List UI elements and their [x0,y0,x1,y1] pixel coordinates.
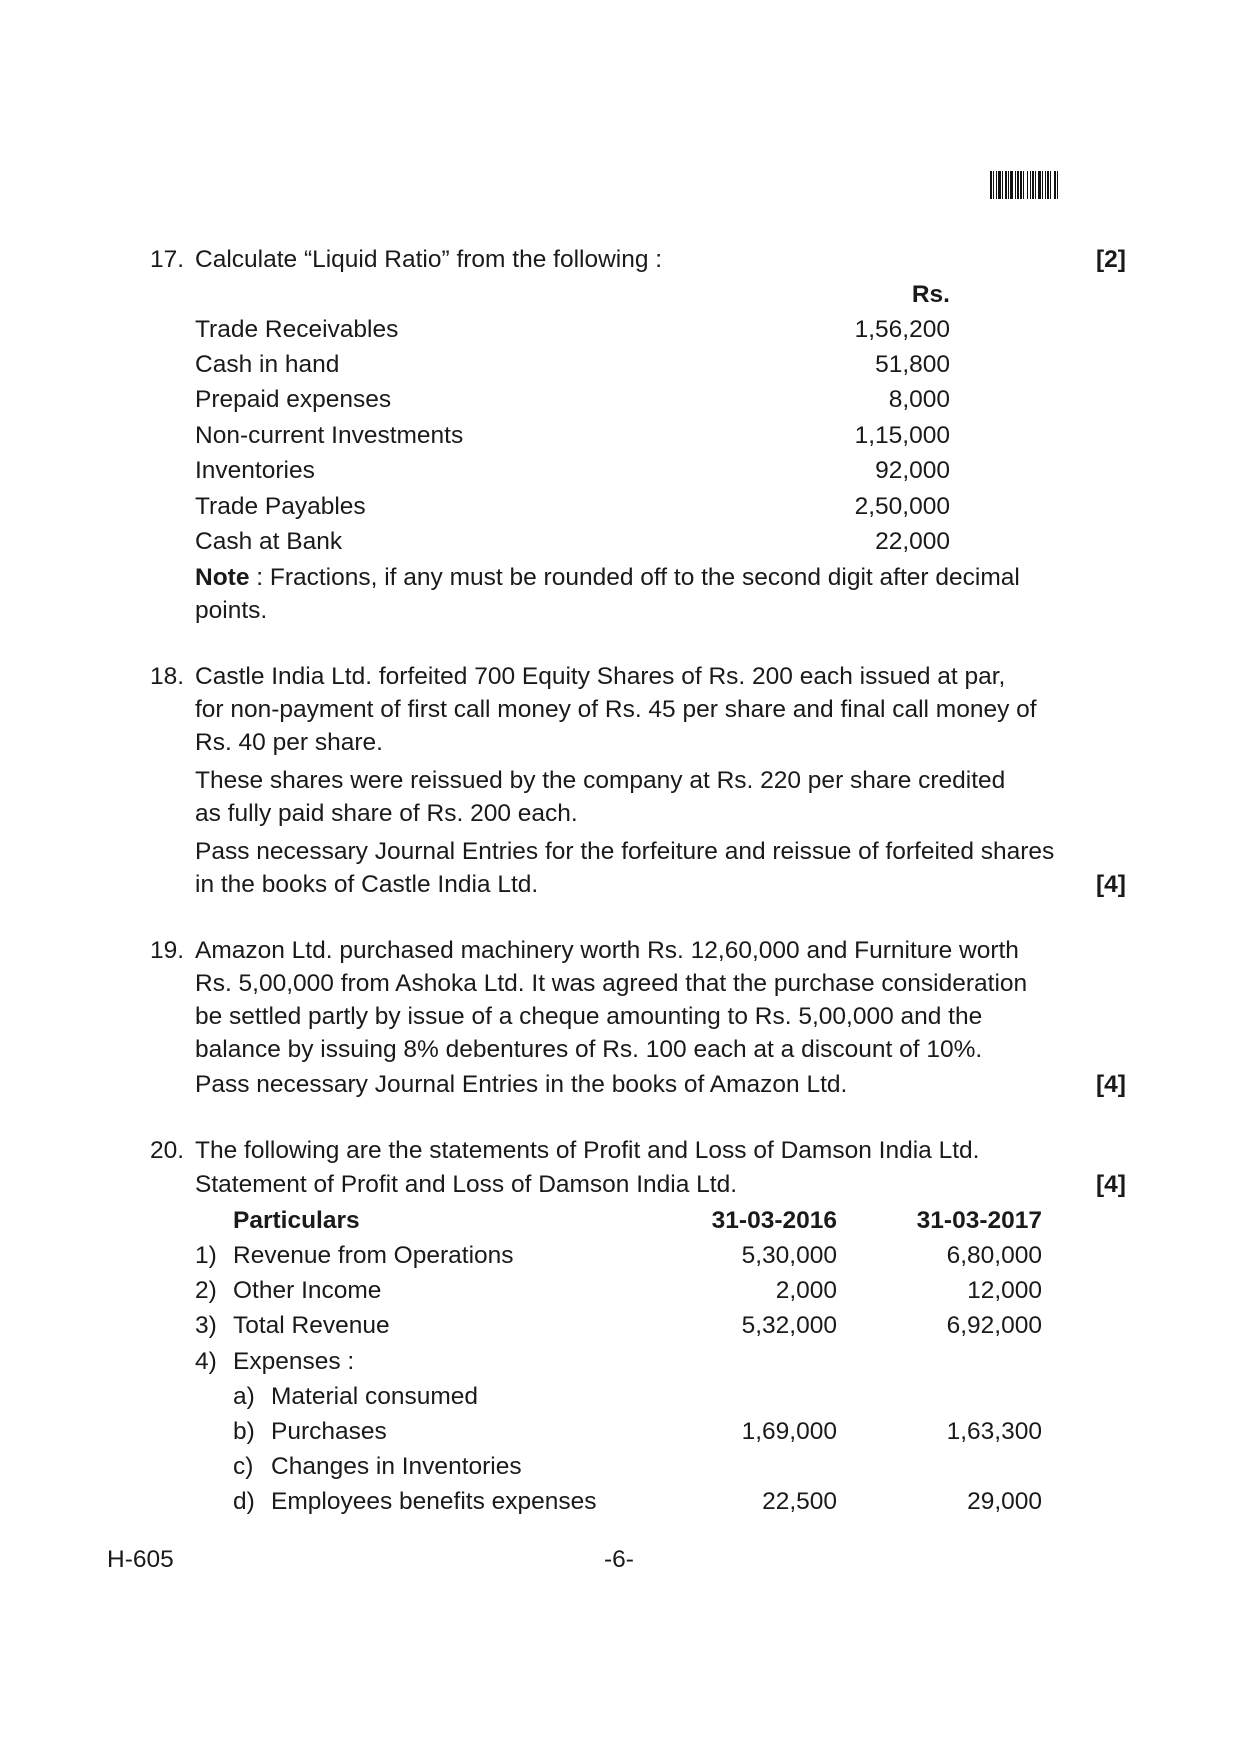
table-row [195,1418,1045,1452]
header-particulars: Particulars [233,1207,360,1234]
list-item [195,422,950,454]
marks-label: [4] [1096,871,1126,898]
item-label: Inventories [195,457,315,484]
page-number: -6- [604,1546,634,1573]
row-value-2017: 1,63,300 [946,1418,1042,1445]
question-line: as fully paid share of Rs. 200 each. [195,800,578,827]
row-label: Employees benefits expenses [271,1488,597,1515]
statement-title: Statement of Profit and Loss of Damson India Ltd. [195,1171,738,1198]
item-label: Prepaid expenses [195,386,392,413]
row-value-2017: 6,80,000 [946,1242,1042,1269]
question-line: Amazon Ltd. purchased machinery worth Rs. 12,60,000 and Furniture worth [195,937,1019,964]
item-value: 2,50,000 [854,493,950,520]
item-value: 8,000 [888,386,950,413]
table-row [195,1348,1045,1382]
header-col-2016: 31-03-2016 [711,1207,837,1234]
row-label: Other Income [233,1277,382,1304]
row-value-2016: 5,32,000 [741,1312,837,1339]
amount-column-header [195,281,950,313]
item-value: 51,800 [875,351,950,378]
column-header-rs: Rs. [911,281,950,308]
row-label: Revenue from Operations [233,1242,514,1269]
item-value: 22,000 [875,528,950,555]
marks-label: [2] [1096,246,1126,273]
table-row [195,1312,1045,1346]
table-row [195,1277,1045,1311]
list-item [195,316,950,348]
barcode [990,171,1130,199]
note-label: Note [195,564,250,591]
row-number: 4) [195,1348,217,1375]
question-line: be settled partly by issue of a cheque amounting to Rs. 5,00,000 and the [195,1003,983,1030]
question-line: in the books of Castle India Ltd. [195,871,539,898]
row-number: 1) [195,1242,217,1269]
row-number: 3) [195,1312,217,1339]
question-line: Pass necessary Journal Entries for the forfeiture and reissue of forfeited shares [195,838,1055,865]
question-text: Calculate “Liquid Ratio” from the following : [195,246,663,273]
item-label: Trade Payables [195,493,366,520]
note-text: : Fractions, if any must be rounded off to the second digit after decimal [249,564,1020,591]
question-line: Rs. 5,00,000 from Ashoka Ltd. It was agreed that the purchase consideration [195,970,1028,997]
row-label: Expenses : [233,1348,355,1375]
row-sub-number: b) [233,1418,255,1445]
question-number: 19. [149,937,184,964]
list-item [195,493,950,525]
row-sub-number: c) [233,1453,254,1480]
table-row [195,1453,1045,1487]
row-label: Purchases [271,1418,387,1445]
row-sub-number: d) [233,1488,255,1515]
row-sub-number: a) [233,1383,255,1410]
question-line: balance by issuing 8% debentures of Rs. 100 each at a discount of 10%. [195,1036,983,1063]
row-value-2017: 29,000 [967,1488,1042,1515]
question-number: 17. [149,246,184,273]
question-line: Castle India Ltd. forfeited 700 Equity Shares of Rs. 200 each issued at par, [195,663,1006,690]
question-number: 18. [149,663,184,690]
row-label: Total Revenue [233,1312,390,1339]
question-line: for non-payment of first call money of Rs. 45 per share and final call money of [195,696,1037,723]
row-value-2016: 22,500 [762,1488,837,1515]
row-value-2017: 12,000 [967,1277,1042,1304]
question-line: Rs. 40 per share. [195,729,383,756]
row-value-2016: 1,69,000 [741,1418,837,1445]
note-line-2: points. [195,597,268,624]
question-line: These shares were reissued by the company at Rs. 220 per share credited [195,767,1006,794]
table-header [195,1207,1045,1241]
list-item [195,351,950,383]
header-col-2017: 31-03-2017 [916,1207,1042,1234]
table-row [195,1488,1045,1522]
paper-code: H-605 [107,1546,174,1573]
item-value: 92,000 [875,457,950,484]
item-label: Cash at Bank [195,528,343,555]
row-number: 2) [195,1277,217,1304]
row-value-2017: 6,92,000 [946,1312,1042,1339]
marks-label: [4] [1096,1171,1126,1198]
item-label: Trade Receivables [195,316,399,343]
item-label: Non-current Investments [195,422,464,449]
row-value-2016: 5,30,000 [741,1242,837,1269]
row-label: Changes in Inventories [271,1453,522,1480]
question-line: Pass necessary Journal Entries in the books of Amazon Ltd. [195,1071,848,1098]
list-item [195,457,950,489]
list-item [195,386,950,418]
note-line [195,564,1020,592]
table-row [195,1383,1045,1417]
question-line: The following are the statements of Profit and Loss of Damson India Ltd. [195,1137,980,1164]
item-value: 1,56,200 [854,316,950,343]
list-item [195,528,950,560]
item-value: 1,15,000 [854,422,950,449]
row-label: Material consumed [271,1383,478,1410]
table-row [195,1242,1045,1276]
marks-label: [4] [1096,1071,1126,1098]
row-value-2016: 2,000 [775,1277,837,1304]
item-label: Cash in hand [195,351,340,378]
question-number: 20. [149,1137,184,1164]
